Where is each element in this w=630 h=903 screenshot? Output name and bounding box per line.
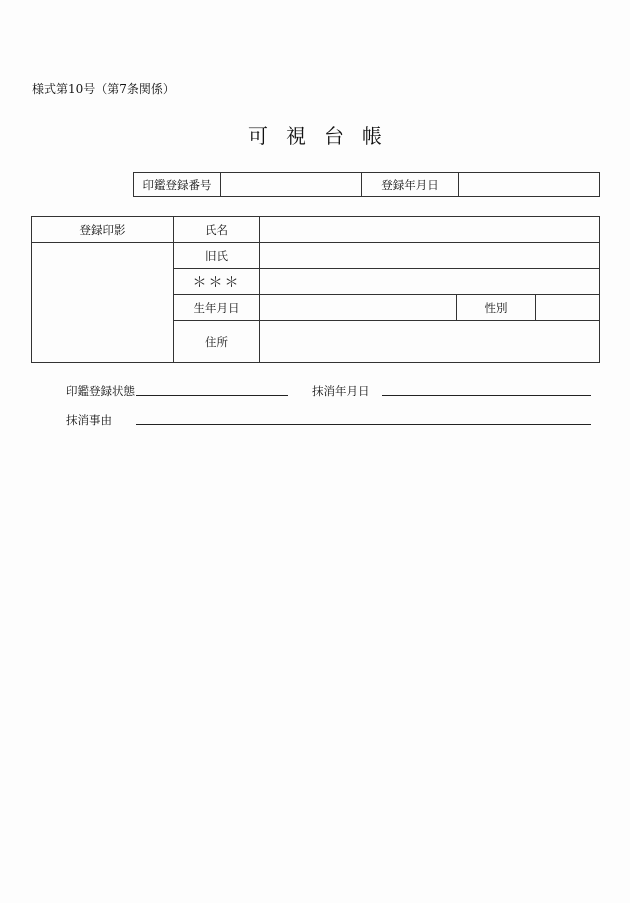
registration-table: [133, 172, 600, 197]
status-line[interactable]: [136, 395, 288, 396]
birth-date-label: 生年月日: [174, 295, 260, 321]
seal-image-label: 登録印影: [32, 217, 174, 243]
masked-label: ＊＊＊: [174, 269, 260, 295]
former-name-label: 旧氏: [174, 243, 260, 269]
registrant-details-table: [31, 216, 600, 363]
registration-date-label: 登録年月日: [362, 173, 459, 197]
name-field[interactable]: [260, 217, 600, 243]
birth-date-field[interactable]: [260, 295, 457, 321]
address-label: 住所: [174, 321, 260, 363]
cancel-date-line[interactable]: [382, 395, 591, 396]
seal-number-label: 印鑑登録番号: [134, 173, 221, 197]
page-title: 可視台帳: [248, 124, 400, 148]
registration-date-field[interactable]: [459, 173, 600, 197]
gender-label: 性別: [457, 295, 536, 321]
cancel-reason-line[interactable]: [136, 424, 591, 425]
cancel-reason-label: 抹消事由: [66, 413, 112, 427]
masked-field[interactable]: [260, 269, 600, 295]
seal-number-field[interactable]: [221, 173, 362, 197]
address-field[interactable]: [260, 321, 600, 363]
seal-image-area: [32, 243, 174, 363]
cancel-date-label: 抹消年月日: [312, 384, 370, 398]
former-name-field[interactable]: [260, 243, 600, 269]
status-label: 印鑑登録状態: [66, 384, 135, 398]
form-number-label: 様式第10号（第7条関係）: [32, 82, 175, 96]
name-label: 氏名: [174, 217, 260, 243]
gender-field[interactable]: [536, 295, 600, 321]
